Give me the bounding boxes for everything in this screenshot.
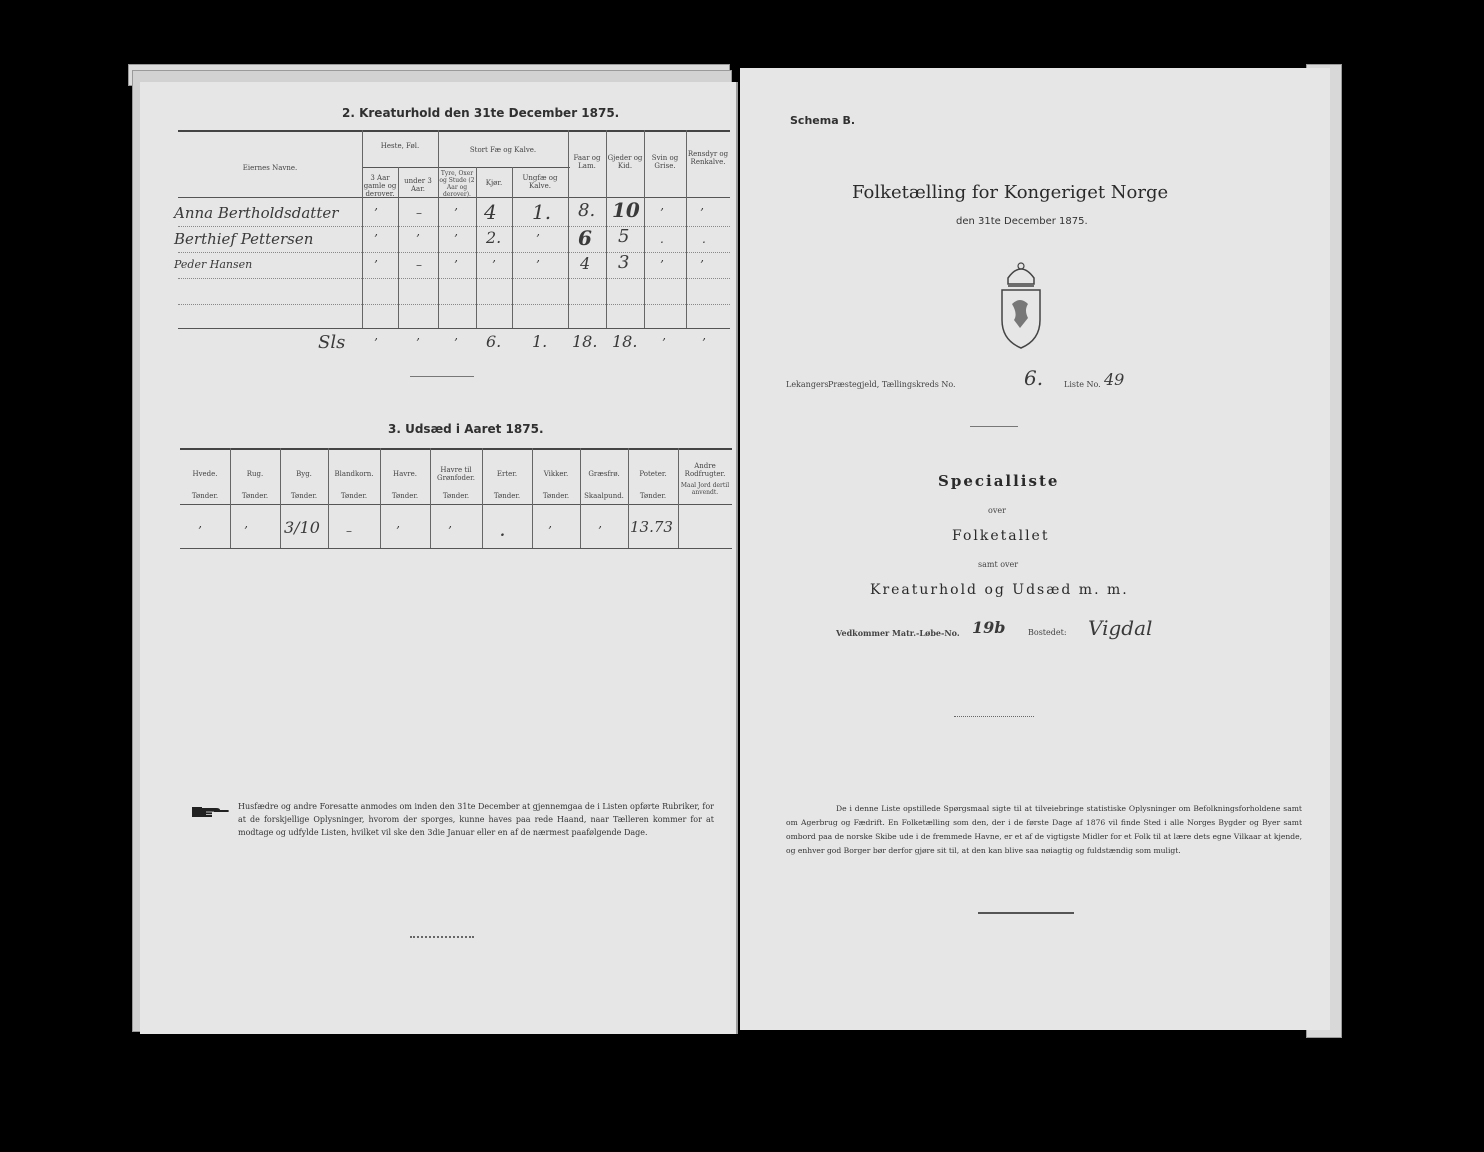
- schema-label: Schema B.: [790, 114, 856, 127]
- seed-unit: Maal Jord dertil anvendt.: [680, 482, 730, 496]
- seed-unit: Skaalpund.: [584, 492, 624, 500]
- header-goats: Gjeder og Kid.: [607, 154, 643, 170]
- seed-header: Blandkorn.: [334, 470, 374, 478]
- owner-name: Peder Hansen: [174, 258, 253, 271]
- seed-unit: Tønder.: [340, 492, 368, 500]
- header-pigs: Svin og Grise.: [651, 154, 679, 170]
- section2-title: 2. Kreaturhold den 31te December 1875.: [342, 106, 620, 120]
- divider: [978, 912, 1074, 914]
- samt-over-text: samt over: [978, 560, 1019, 569]
- seed-unit: Tønder.: [493, 492, 521, 500]
- header-owner: Eiernes Navne.: [242, 164, 298, 172]
- coat-of-arms-icon: [994, 258, 1048, 356]
- divider: [970, 426, 1018, 427]
- document-subtitle: den 31te December 1875.: [956, 216, 1088, 227]
- list-number: 49: [1104, 370, 1125, 389]
- seed-unit: Tønder.: [391, 492, 419, 500]
- seed-header: Havre til Grønfoder.: [437, 466, 475, 482]
- seed-header: Græsfrø.: [588, 470, 620, 478]
- seed-header: Byg.: [296, 470, 312, 478]
- header-cattle-young: Ungfæ og Kalve.: [522, 174, 558, 190]
- bosted-label: Bostedet:: [1028, 628, 1067, 637]
- matr-label: Vedkommer Matr.-Løbe-No.: [836, 628, 960, 638]
- left-page: 2. Kreaturhold den 31te December 1875. Eiernes Navne. Heste, Føl. 3 Aar gamle og derover. under 3 Aar. Stort Fæ og Kalve. Tyre, Oxer og Stude (2 Aar og derover). Kjør. Ungfæ og Kalve. Faar og Lam. Gjeder og Kid. Svin og Grise. Rensdyr og Renkalve. Anna Bertholdsdatter ’ – ’ 4 1. 8. 10 ’ ’ Berthief Pettersen ’ ’ ’ 2. ’ 6 5 . . Peder Hansen ’ – ’ ’ ’ 4 3 ’ ’ Sls ’ ’ ’ 6. 1. 18. 18. ’ ’ 3. Udsæd i Aaret 1875. Hvede. Tønder. Rug. Tønder. Byg. Tønder. Blandkorn. Tønder. Havre. Tønder. Havre til Grønfoder. Tønder. Erter. Tønder. Vikker. Tønder. Græsfrø. Skaalpund. Poteter. Tønder. Andre Rodfrugter. Maal Jord dertil anvendt. ’ ’ 3/10 – ’ ’ . ’ ’ 13.73 Husfædre og andre Foresatte anmodes om inden den 31te December at gjennemgaa de i Listen opførte Rubriker, for at de forskjellige Oplysninger, hvorom der sporges, kunne haves paa rede Haand, naar Tælleren kommer for at modtage og udfylde Listen, hvilket vil ske den 3die Januar eller en af de nærmest paafølgende Dage.: [140, 82, 738, 1034]
- header-sheep: Faar og Lam.: [573, 154, 601, 170]
- seed-unit: Tønder.: [191, 492, 219, 500]
- seed-header: Erter.: [496, 470, 518, 478]
- header-cattle-cows: Kjør.: [485, 179, 503, 187]
- document-title: Folketælling for Kongeriget Norge: [852, 182, 1169, 203]
- seed-header: Havre.: [393, 470, 417, 478]
- seed-unit: Tønder.: [442, 492, 470, 500]
- kreaturhold-heading: Kreaturhold og Udsæd m. m.: [870, 582, 1129, 598]
- right-page: [740, 68, 1330, 1030]
- folketallet-heading: Folketallet: [952, 528, 1050, 544]
- header-reindeer: Rensdyr og Renkalve.: [687, 150, 729, 166]
- header-horses-young: under 3 Aar.: [404, 177, 432, 193]
- notice-text: Husfædre og andre Foresatte anmodes om inden den 31te December at gjennemgaa de i Listen opførte Rubriker, for at de forskjellige Oplysninger, hvorom der sporges, kunne haves paa rede Haand, naar Tælleren kommer for at modtage og udfylde Listen, hvilket vil ske den 3die Januar eller en af de nærmest paafølgende Dage.: [238, 802, 714, 837]
- seed-header: Poteter.: [639, 470, 667, 478]
- over-text: over: [988, 506, 1006, 515]
- list-label: Liste No.: [1064, 380, 1101, 389]
- sum-label: Sls: [318, 332, 346, 353]
- owner-name: Berthief Pettersen: [174, 230, 314, 248]
- seed-header: Vikker.: [543, 470, 569, 478]
- footnote-text: De i denne Liste opstillede Spørgsmaal sigte til at tilveiebringe statistiske Oplysninger om Befolkningsforholdene samt om Agerbrug og Fædrift. En Folketælling som den, der i de første Dage af 1876 vil finde Sted i alle Norges Bygder og Byer samt ombord paa de norske Skibe ude i de fremmede Havne, er et af de vigtigste Midler for et Folk til at lære dets egne Vilkaar at kjende, og enhver god Borger bør derfor gjøre sit til, at den kan blive saa nøiagtig og fuldstændig som muligt.: [786, 804, 1302, 855]
- header-cattle: Stort Fæ og Kalve.: [469, 146, 537, 154]
- parish-label: Præstegjeld, Tællingskreds No.: [828, 380, 956, 389]
- seed-unit: Tønder.: [290, 492, 318, 500]
- district-number: 6.: [1024, 366, 1044, 390]
- header-horses-old: 3 Aar gamle og derover.: [363, 174, 397, 198]
- seed-unit: Tønder.: [542, 492, 570, 500]
- bosted-value: Vigdal: [1088, 616, 1153, 640]
- divider: [954, 716, 1034, 717]
- section3-title: 3. Udsæd i Aaret 1875.: [388, 422, 544, 436]
- specialliste-heading: Specialliste: [938, 472, 1060, 490]
- pointing-hand-icon: [190, 804, 230, 824]
- seed-unit: Tønder.: [241, 492, 269, 500]
- header-horses: Heste, Føl.: [380, 142, 420, 150]
- seed-header: Rug.: [246, 470, 264, 478]
- owner-name: Anna Bertholdsdatter: [174, 204, 339, 222]
- matr-number: 19b: [972, 618, 1006, 637]
- seed-unit: Tønder.: [639, 492, 667, 500]
- divider: [410, 376, 474, 377]
- divider: [410, 936, 474, 938]
- header-cattle-bulls: Tyre, Oxer og Stude (2 Aar og derover).: [439, 170, 475, 198]
- parish-prefix: Lekangers: [786, 380, 829, 389]
- seed-header: Hvede.: [192, 470, 218, 478]
- seed-header: Andre Rodfrugter.: [684, 462, 726, 478]
